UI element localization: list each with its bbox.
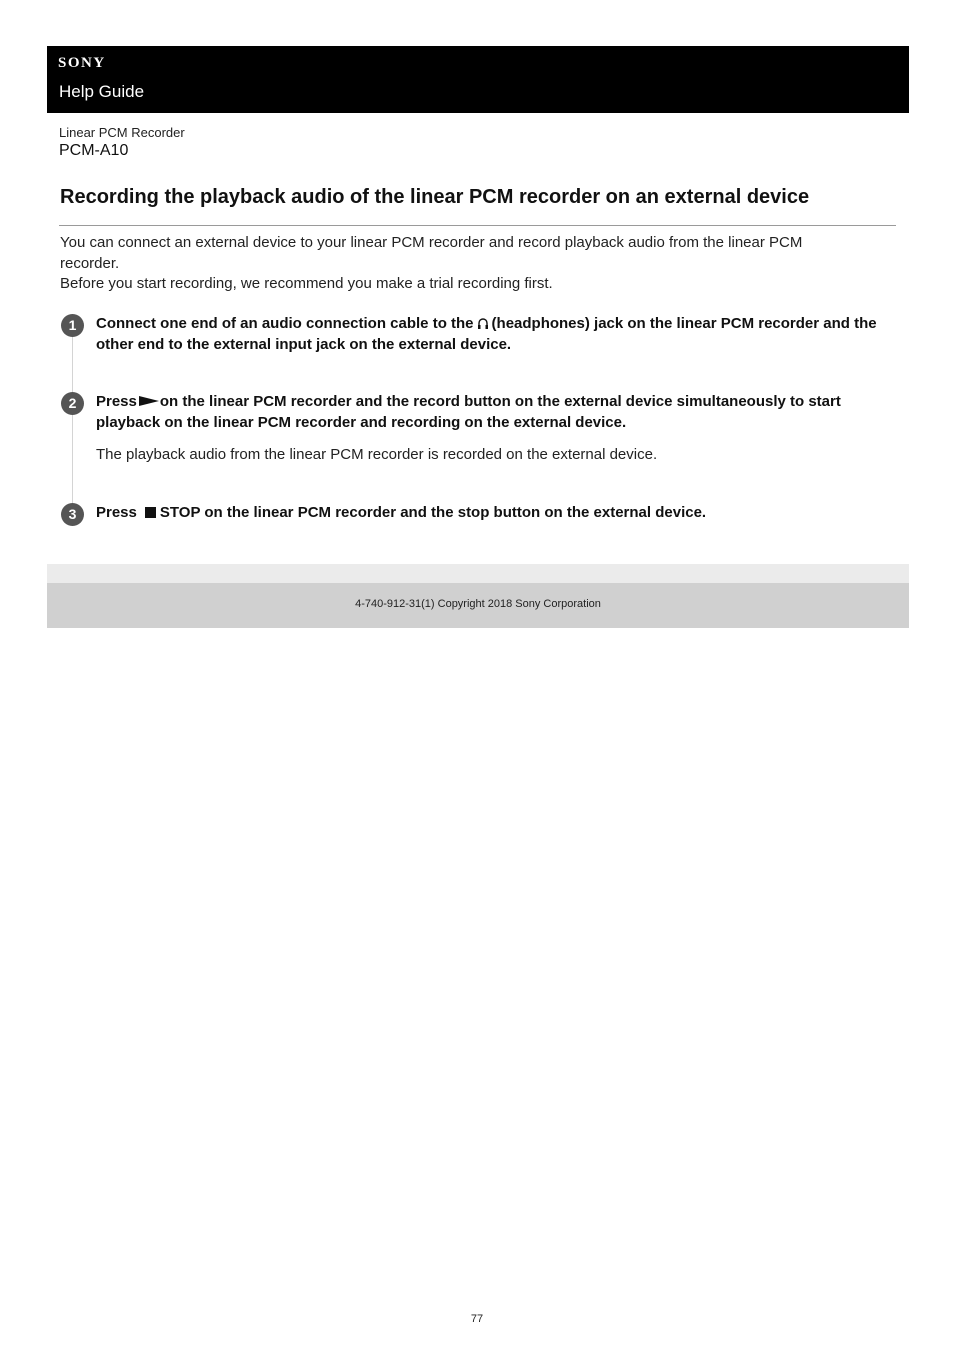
step-2-text-start: Press xyxy=(96,393,137,410)
footer xyxy=(47,583,909,628)
step-2-text-end: on the linear PCM recorder and the record button on the external device simultaneously to start playback on the linear PCM recorder and recording on the external device. xyxy=(96,393,841,431)
steps-connector-line xyxy=(72,326,73,514)
intro-text xyxy=(60,233,860,295)
step-3-text xyxy=(96,502,888,523)
step-2-text xyxy=(96,391,886,433)
stop-icon xyxy=(145,507,156,518)
product-category: Linear PCM Recorder xyxy=(59,125,185,140)
step-1-text xyxy=(96,313,888,355)
intro-paragraph-1: You can connect an external device to your linear PCM recorder and record playback audio from the linear PCM recorder. xyxy=(60,234,803,272)
help-guide-title[interactable]: Help Guide xyxy=(59,82,145,101)
page-number: 77 xyxy=(470,1313,484,1325)
help-guide-header xyxy=(47,46,909,113)
title-divider xyxy=(59,225,896,226)
headphones-icon xyxy=(477,316,489,330)
step-2-description: The playback audio from the linear PCM recorder is recorded on the external device. xyxy=(96,446,658,463)
step-1-number: 1 xyxy=(61,314,84,337)
footer-band xyxy=(47,564,909,583)
step-3-number: 3 xyxy=(61,503,84,526)
step-3-text-start: Press xyxy=(96,504,137,521)
sony-logo: SONY xyxy=(58,55,106,71)
copyright-text: 4-740-912-31(1) Copyright 2018 Sony Corporation xyxy=(355,598,601,610)
step-1-text-end: (headphones) jack on the linear PCM recorder and the other end to the external input jack on the external device. xyxy=(96,315,877,353)
play-icon xyxy=(139,395,159,407)
page-title: Recording the playback audio of the linear PCM recorder on an external device xyxy=(60,186,810,208)
step-3-text-end: STOP on the linear PCM recorder and the stop button on the external device. xyxy=(159,504,707,521)
step-1-text-start: Connect one end of an audio connection cable to the xyxy=(96,315,474,332)
step-2-number: 2 xyxy=(61,392,84,415)
model-name: PCM-A10 xyxy=(59,142,129,159)
intro-paragraph-2: Before you start recording, we recommend you make a trial recording first. xyxy=(60,275,553,292)
